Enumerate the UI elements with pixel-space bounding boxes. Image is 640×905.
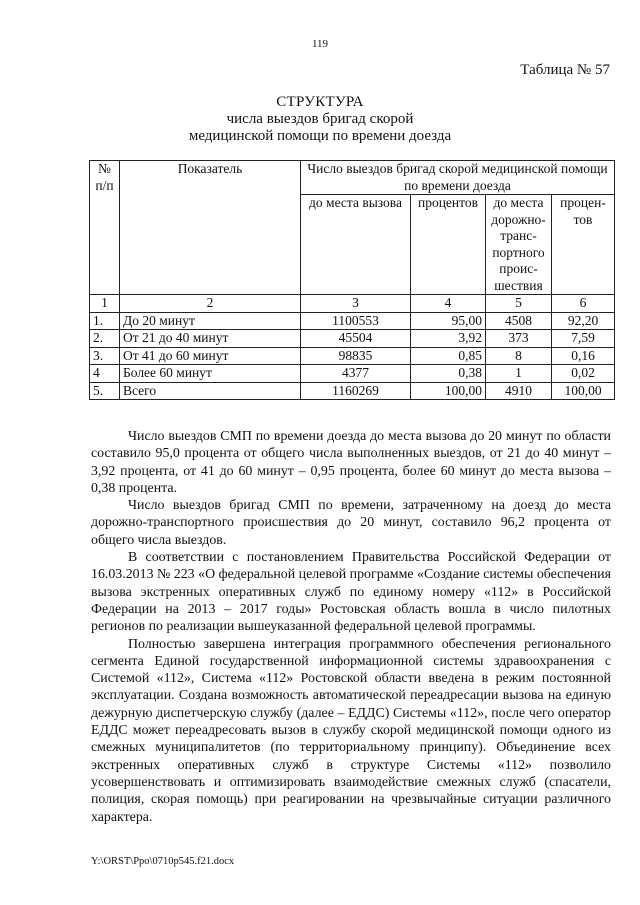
title-line-3: медицинской помощи по времени доезда: [188, 128, 452, 144]
row-calls-percent: 0,38: [411, 365, 486, 383]
row-accidents-percent: 0,02: [552, 365, 615, 383]
column-number: 6: [552, 295, 615, 313]
column-number: 2: [120, 295, 301, 313]
row-accidents-percent: 0,16: [552, 347, 615, 365]
table-header-row: [90, 161, 615, 195]
table-title: [0, 94, 640, 145]
table-row: [90, 330, 615, 348]
column-number-row: [90, 295, 615, 313]
page-number: 119: [311, 38, 329, 50]
paragraph: Число выездов бригад СМП по времени, затраченному на доезд до места дорожно-транспортного происшествия до 20 минут, составило 96,2 процента от общего числа выездов.: [91, 498, 611, 548]
title-line-2: числа выездов бригад скорой: [226, 111, 414, 127]
row-num: 3.: [90, 347, 120, 365]
row-accidents: 8: [486, 347, 552, 365]
table-row-total: [90, 382, 615, 400]
footer-file-path: Y:\ORST\Ppo\0710p545.f21.docx: [91, 856, 235, 867]
subheader-percent-1: процентов: [411, 195, 486, 295]
subheader-percent-2: процен-тов: [552, 195, 615, 295]
table-row: [90, 365, 615, 383]
row-calls-percent: 100,00: [411, 382, 486, 400]
row-accidents-percent: 100,00: [552, 382, 615, 400]
row-label: Всего: [120, 382, 301, 400]
row-calls: 4377: [301, 365, 411, 383]
statistics-table: [89, 160, 615, 400]
column-number: 1: [90, 295, 120, 313]
row-calls: 98835: [301, 347, 411, 365]
title-line-1: СТРУКТУРА: [276, 94, 364, 110]
column-number: 4: [411, 295, 486, 313]
row-calls-percent: 3,92: [411, 330, 486, 348]
body-text: [91, 428, 611, 826]
row-num: 1.: [90, 312, 120, 330]
row-calls: 1100553: [301, 312, 411, 330]
paragraph: Полностью завершена интеграция программного обеспечения регионального сегмента Единой государственной информационной системы здравоохранения с Системой «112», Система «112» Ростовской области введена в режим постоянной эксплуатации. Создана возможность автоматической переадресации вызова на единую дежурную диспетчерскую службу (далее – ЕДДС) Системы «112», после чего оператор ЕДДС может переадресовать вызов в службу скорой медицинской помощи одного из смежных муниципалитетов (по территориальному принципу). Объединение всех экстренных оперативных служб в структуре Системы «112» позволило усовершенствовать и оптимизировать взаимодействие смежных служб (спасатели, полиция, скорая помощь) при реагировании на чрезвычайные ситуации различного характера.: [91, 636, 611, 825]
paragraph: Число выездов СМП по времени доезда до места вызова до 20 минут по области составило 95,0 процента от общего числа выполненных выездов, от 21 до 40 минут – 3,92 процента, от 41 до 60 минут – 0,95 процента, более 60 минут до места вызова – 0,38 процента.: [91, 429, 611, 496]
table-row: [90, 312, 615, 330]
row-num: 5.: [90, 382, 120, 400]
row-calls-percent: 95,00: [411, 312, 486, 330]
row-calls: 45504: [301, 330, 411, 348]
column-number: 5: [486, 295, 552, 313]
row-accidents-percent: 7,59: [552, 330, 615, 348]
row-calls: 1160269: [301, 382, 411, 400]
table-row: [90, 347, 615, 365]
row-accidents: 1: [486, 365, 552, 383]
table-label: Таблица № 57: [520, 62, 610, 78]
row-calls-percent: 0,85: [411, 347, 486, 365]
row-label: Более 60 минут: [120, 365, 301, 383]
row-accidents: 373: [486, 330, 552, 348]
row-accidents-percent: 92,20: [552, 312, 615, 330]
row-accidents: 4910: [486, 382, 552, 400]
row-label: До 20 минут: [120, 312, 301, 330]
row-accidents: 4508: [486, 312, 552, 330]
header-group: Число выездов бригад скорой медицинской помощи по времени доезда: [301, 161, 615, 195]
subheader-call-place: до места вызова: [301, 195, 411, 295]
row-num: 4: [90, 365, 120, 383]
paragraph: В соответствии с постановлением Правительства Российской Федерации от 16.03.2013 № 223 «О федеральной целевой программе «Создание системы обеспечения вызова экстренных оперативных служб по единому номеру «112» в Российской Федерации на 2013 – 2017 годы» Ростовская область вошла в число пилотных регионов по реализации вышеуказанной федеральной целевой программы.: [91, 550, 611, 635]
row-num: 2.: [90, 330, 120, 348]
header-num: № п/п: [90, 161, 120, 295]
row-label: От 41 до 60 минут: [120, 347, 301, 365]
header-indicator: Показатель: [120, 161, 301, 295]
subheader-accident-place: до места дорожно-транс-портного проис-шествия: [486, 195, 552, 295]
row-label: От 21 до 40 минут: [120, 330, 301, 348]
column-number: 3: [301, 295, 411, 313]
